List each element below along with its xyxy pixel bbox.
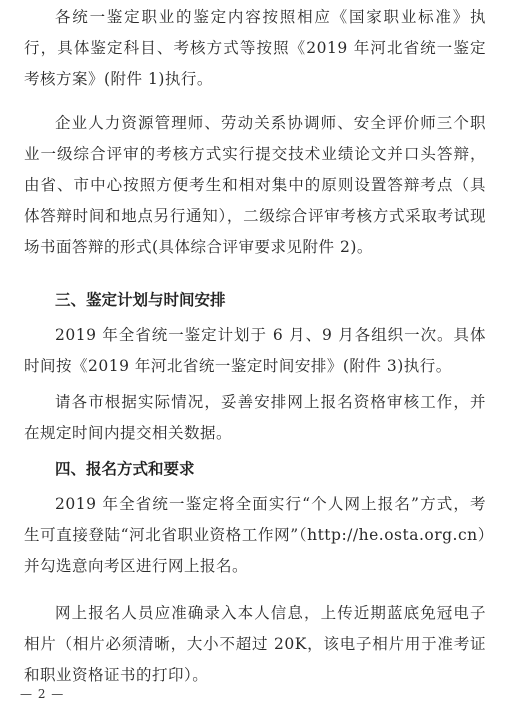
section-heading-registration: 四、报名方式和要求 [55, 460, 195, 478]
paragraph-appraisal-content: 各统一鉴定职业的鉴定内容按照相应《国家职业标准》执行，具体鉴定科目、考核方式等按照《2019 年河北省统一鉴定考核方案》(附件 1)执行。 [24, 8, 486, 88]
paragraph-comprehensive-review: 企业人力资源管理师、劳动关系协调师、安全评价师三个职业一级综合评审的考核方式实行提交技术业绩论文并口头答辩，由省、市中心按照方便考生和相对集中的原则设置答辩考点（具体答辩时间和地点另行通知），二级综合评审考核方式采取考试现场书面答辩的形式(具体综合评审要求见附件 2)。 [24, 114, 486, 256]
paragraph-online-registration: 2019 年全省统一鉴定将全面实行“个人网上报名”方式，考生可直接登陆“河北省职业资格工作网”（http://he.osta.org.cn）并勾选意向考区进行网上报名。 [24, 495, 486, 575]
section-heading-schedule: 三、鉴定计划与时间安排 [55, 291, 226, 309]
paragraph-schedule: 2019 年全省统一鉴定计划于 6 月、9 月各组织一次。具体时间按《2019 年河北省统一鉴定时间安排》(附件 3)执行。 [24, 326, 486, 375]
page-number: — 2 — [20, 687, 65, 701]
paragraph-photo-requirements: 网上报名人员应准确录入本人信息，上传近期蓝底免冠电子相片（相片必须清晰，大小不超过 20K，该电子相片用于准考证和职业资格证书的打印）。 [24, 604, 486, 684]
paragraph-city-review: 请各市根据实际情况，妥善安排网上报名资格审核工作，并在规定时间内提交相关数据。 [24, 393, 486, 442]
